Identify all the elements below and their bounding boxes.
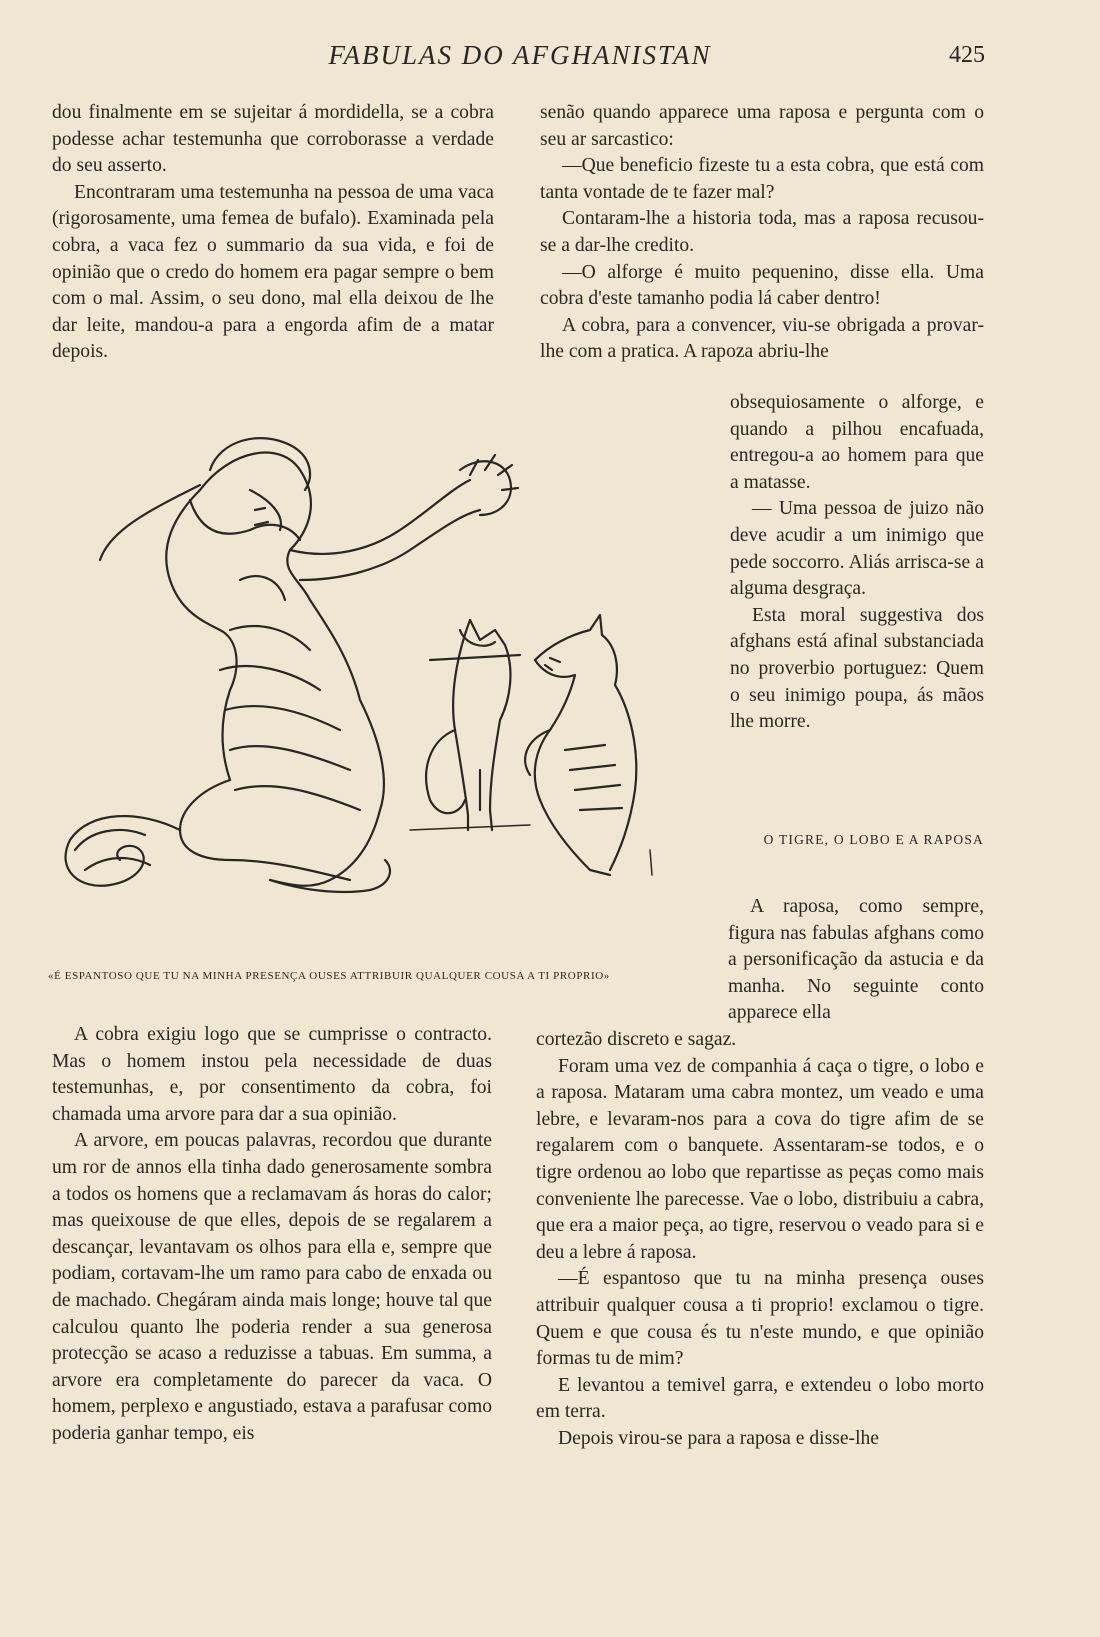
paragraph: A arvore, em poucas palavras, recordou que durante um ror de annos ella tinha dado generosamente sombra a todos os homens que a reclamavam ás horas do calor; mas queixouse de que elles, depois de se regalarem a descançar, levantavam os olhos para ella e, sempre que podiam, cortavam-lhe um ramo para cabo de enxada ou de machado. Chegáram ainda mais longe; houve tal que calculou quanto lhe poderia render a sua generosa protecção se acaso a reduzisse a tabuas. Em summa, a arvore era completamente do parecer da vaca. O homem, perplexo e angustiado, estava a parafusar como poderia ganhar tempo, eis	[52, 1130, 492, 1444]
running-header	[0, 40, 1100, 80]
paragraph: Encontraram uma testemunha na pessoa de uma vaca (rigorosamente, uma femea de bufalo). Examinada pela cobra, a vaca fez o summario da sua vida, e foi de opinião que o credo do homem era pagar sempre o bem com o mal. Assim, o seu dono, mal ella deixou de lhe dar leite, mandou-a para a engorda afim de a matar depois.	[52, 181, 494, 363]
paragraph: Contaram-lhe a historia toda, mas a raposa recusou-se a dar-lhe credito.	[540, 208, 984, 256]
paragraph: A raposa, como sempre, figura nas fabulas afghans como a personificação da astucia e da manha. No seguinte conto apparece ella	[728, 896, 984, 1024]
paragraph: —O alforge é muito pequenino, disse ella. Uma cobra d'este tamanho podia lá caber dentro!	[540, 261, 984, 310]
left-column-top	[52, 100, 494, 366]
right-column-narrow	[730, 390, 984, 736]
illustration-tiger-fox-wolf	[50, 430, 710, 950]
paragraph: —É espantoso que tu na minha presença ouses attribuir qualquer cousa a ti proprio! exclamou o tigre. Quem e que cousa és tu n'este mundo, e que opinião formas tu de mim?	[536, 1268, 984, 1370]
paragraph: A cobra, para a convencer, viu-se obrigada a provar-lhe com a pratica. A rapoza abriu-lhe	[540, 314, 984, 363]
paragraph: senão quando apparece uma raposa e pergunta com o seu ar sarcastico:	[540, 102, 984, 150]
paragraph: Esta moral suggestiva dos afghans está afinal substanciada no proverbio portuguez: Quem o seu inimigo poupa, ás mãos lhe morre.	[730, 604, 984, 733]
page-header-title: FABULAS DO AFGHANISTAN	[328, 40, 712, 70]
fox-figure	[426, 620, 520, 830]
paragraph: Depois virou-se para a raposa e disse-lhe	[558, 1427, 880, 1449]
left-column-bottom	[52, 1022, 492, 1448]
tiger-figure	[66, 438, 518, 892]
right-column-top	[540, 100, 984, 366]
section-heading: O TIGRE, O LOBO E A RAPOSA	[763, 832, 984, 847]
page-number: 425	[949, 42, 985, 68]
paragraph: E levantou a temivel garra, e extendeu o lobo morto em terra.	[536, 1374, 984, 1423]
paragraph: Foram uma vez de companhia á caça o tigre, o lobo e a raposa. Mataram uma cabra montez, um veado e uma lebre, e levaram-nos para a cova do tigre afim de se regalarem com o banquete. Assentaram-se todos, e o tigre ordenou ao lobo que repartisse as peças como mais conveniente lhe parecesse. Vae o lobo, distribuiu a cabra, que era a maior peça, ao tigre, reservou o veado para si e deu a lebre á raposa.	[536, 1055, 984, 1263]
ink-drawing	[50, 430, 710, 950]
illustration-caption: «É ESPANTOSO QUE TU NA MINHA PRESENÇA OUSES ATTRIBUIR QUALQUER COUSA A TI PROPRIO»	[48, 970, 610, 982]
paragraph: obsequiosamente o alforge, e quando a pilhou encafuada, entregou-a ao homem para que a matasse.	[730, 392, 984, 493]
paragraph: cortezão discreto e sagaz.	[536, 1028, 737, 1050]
paragraph: A cobra exigiu logo que se cumprisse o contracto. Mas o homem instou pela necessidade de duas testemunhas, e, por consentimento da cobra, foi chamada uma arvore para dar a sua opinião.	[52, 1024, 492, 1125]
paragraph: dou finalmente em se sujeitar á mordidella, se a cobra podesse achar testemunha que corroborasse a verdade do seu asserto.	[52, 102, 494, 177]
wolf-figure	[525, 615, 636, 875]
right-column-bottom	[536, 894, 984, 1452]
paragraph: —Que beneficio fizeste tu a esta cobra, que está com tanta vontade de te fazer mal?	[540, 155, 984, 203]
paragraph: — Uma pessoa de juizo não deve acudir a um inimigo que pede soccorro. Aliás arrisca-se a alguma desgraça.	[730, 498, 984, 600]
